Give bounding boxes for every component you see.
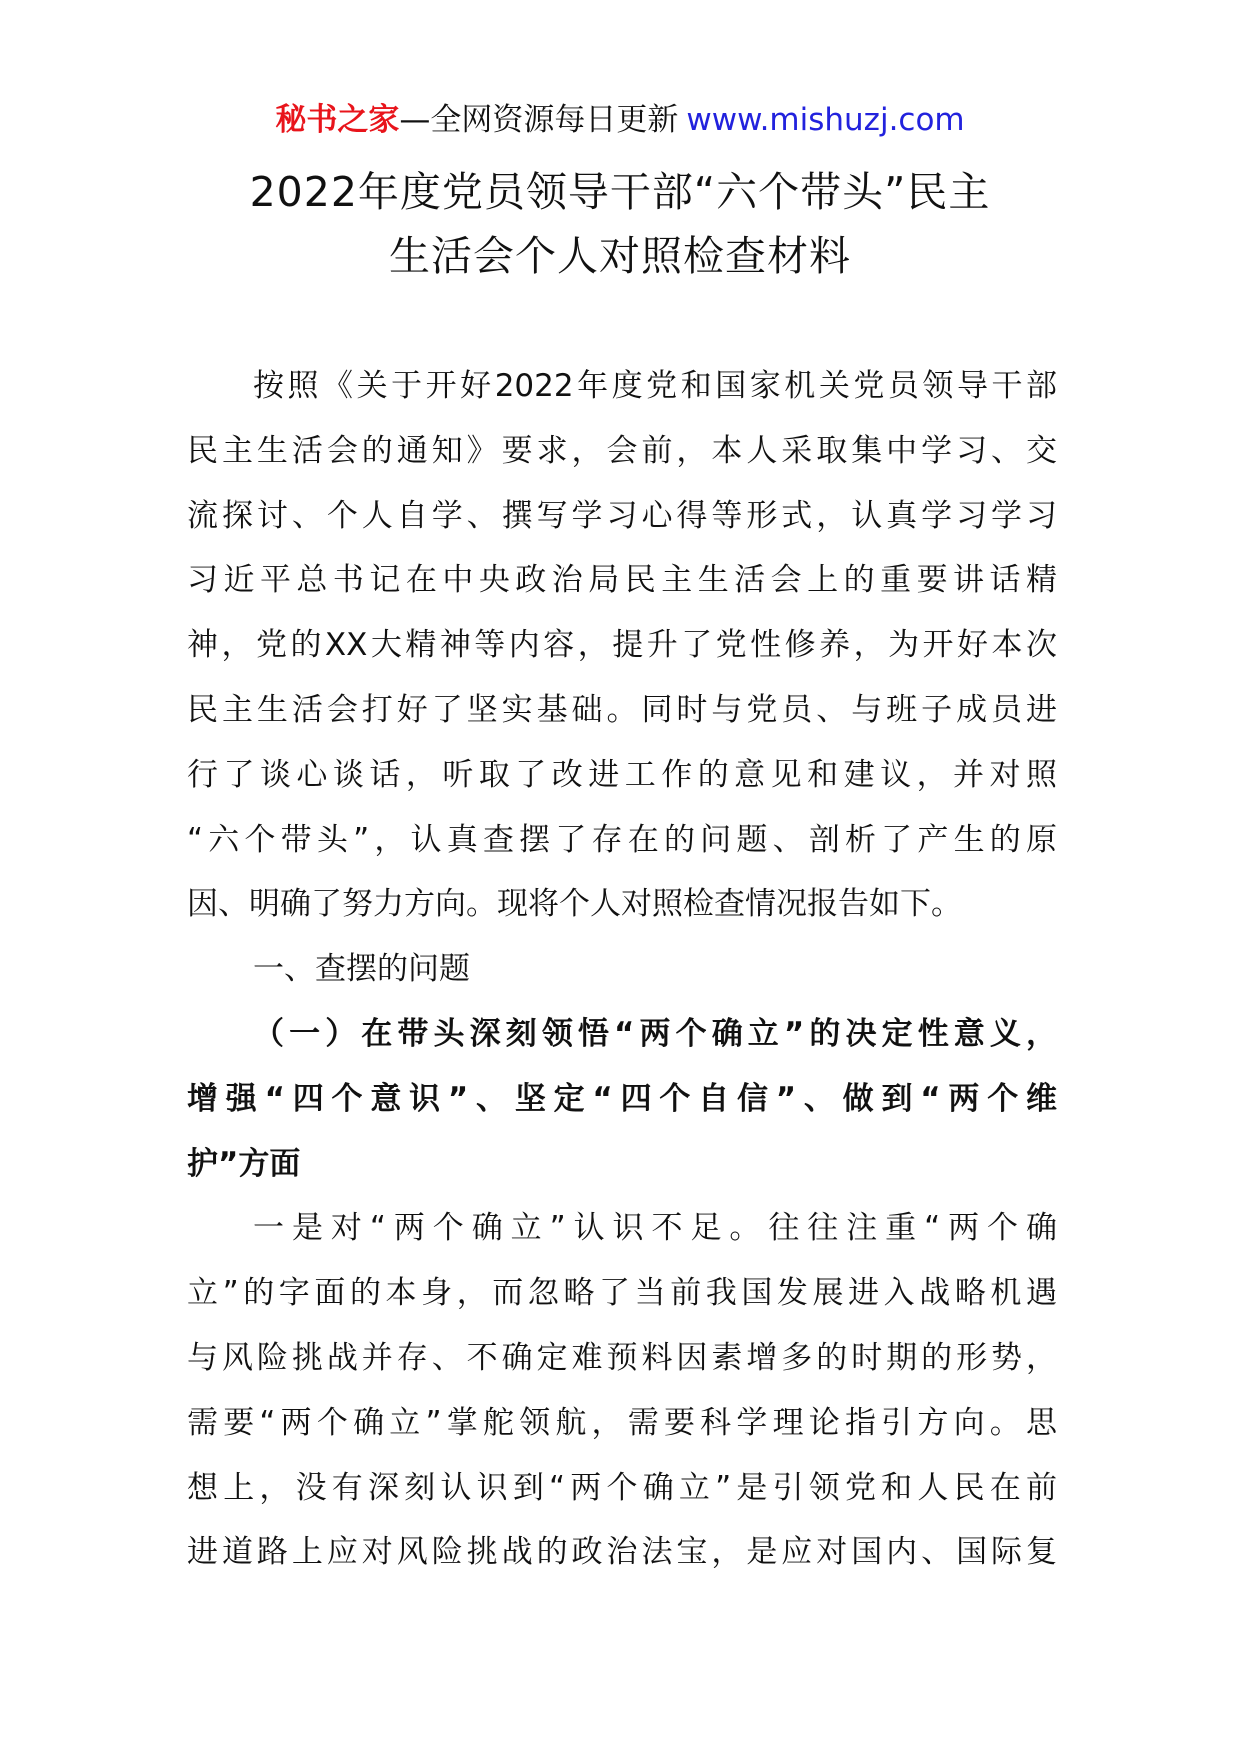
paragraph-line: 需要“两个确立”掌舵领航，需要科学理论指引方向。思 <box>187 1404 1057 1441</box>
intro-paragraph-line: “六个带头”，认真查摆了存在的问题、剖析了产生的原 <box>187 821 1057 858</box>
paragraph-line: 想上，没有深刻认识到“两个确立”是引领党和人民在前 <box>187 1469 1057 1506</box>
paragraph-line: 进道路上应对风险挑战的政治法宝，是应对国内、国际复 <box>187 1534 1057 1571</box>
site-header <box>0 98 1240 142</box>
intro-paragraph-line: 民主生活会的通知》要求，会前，本人采取集中学习、交 <box>187 432 1057 469</box>
subsection-heading-line: （一）在带头深刻领悟“两个确立”的决定性意义， <box>253 1015 1057 1052</box>
intro-paragraph-line: 民主生活会打好了坚实基础。同时与党员、与班子成员进 <box>187 691 1057 728</box>
intro-paragraph-line: 按照《关于开好2022年度党和国家机关党员领导干部 <box>253 368 1057 404</box>
subsection-heading-line: 护”方面 <box>187 1145 301 1182</box>
paragraph-line: 与风险挑战并存、不确定难预料因素增多的时期的形势， <box>187 1339 1057 1376</box>
paragraph-line: 一是对“两个确立”认识不足。往往注重“两个确 <box>253 1210 1057 1247</box>
intro-paragraph-line: 习近平总书记在中央政治局民主生活会上的重要讲话精 <box>187 562 1057 599</box>
intro-paragraph-line: 神，党的XX大精神等内容，提升了党性修养，为开好本次 <box>187 627 1057 664</box>
site-tagline: —全网资源每日更新 <box>399 102 679 138</box>
intro-paragraph-line: 行了谈心谈话，听取了改进工作的意见和建议，并对照 <box>187 756 1057 793</box>
document-title <box>150 160 1090 288</box>
title-line-2: 生活会个人对照检查材料 <box>389 232 851 280</box>
intro-paragraph-line: 流探讨、个人自学、撰写学习心得等形式，认真学习学习 <box>187 497 1057 534</box>
intro-paragraph-line: 因、明确了努力方向。现将个人对照检查情况报告如下。 <box>187 886 962 923</box>
document-body <box>187 354 1057 1585</box>
site-brand: 秘书之家 <box>275 102 400 138</box>
site-url-link[interactable]: www.mishuzj.com <box>686 102 965 138</box>
paragraph-line: 立”的字面的本身，而忽略了当前我国发展进入战略机遇 <box>187 1275 1057 1312</box>
section-heading: 一、查摆的问题 <box>253 951 470 988</box>
subsection-heading-line: 增强“四个意识”、坚定“四个自信”、做到“两个维 <box>187 1080 1057 1117</box>
title-line-1: 2022年度党员领导干部“六个带头”民主 <box>249 168 991 216</box>
